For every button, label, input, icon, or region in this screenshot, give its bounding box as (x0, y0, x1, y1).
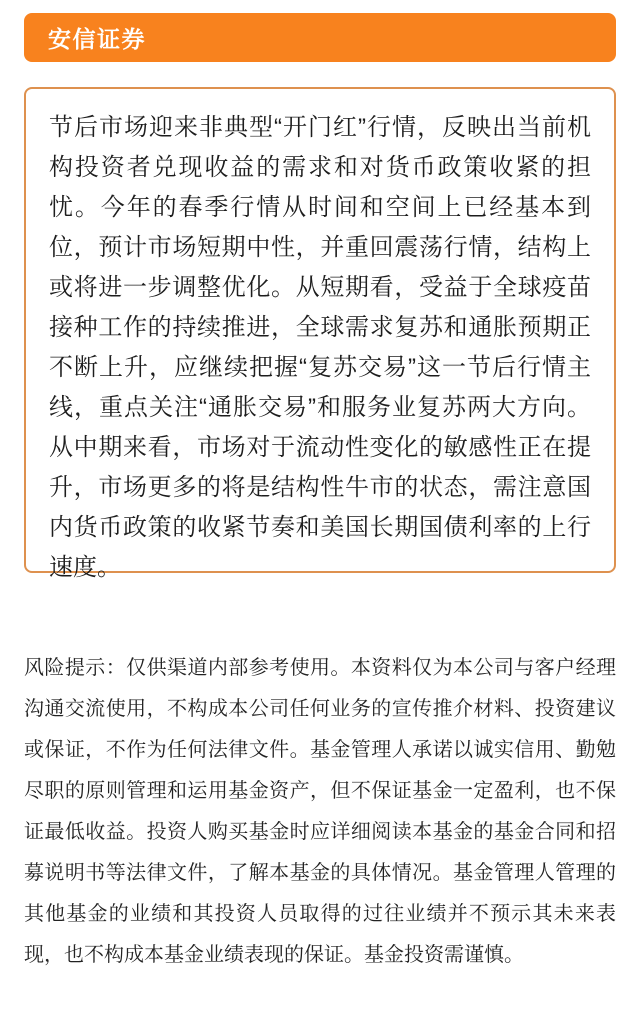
brand-header (24, 13, 616, 62)
market-summary-box (24, 87, 616, 581)
risk-disclaimer (24, 648, 616, 976)
market-summary-text: 节后市场迎来非典型“开门红”行情，反映出当前机构投资者兑现收益的需求和对货币政策收紧的担忧。今年的春季行情从时间和空间上已经基本到位，预计市场短期中性，并重回震荡行情，结构上或将进一步调整优化。从短期看，受益于全球疫苗接种工作的持续推进，全球需求复苏和通胀预期正不断上升，应继续把握“复苏交易”这一节后行情主线，重点关注“通胀交易”和服务业复苏两大方向。从中期来看，市场对于流动性变化的敏感性正在提升，市场更多的将是结构性牛市的状态，需注意国内货币政策的收紧节奏和美国长期国债利率的上行速度。 (49, 114, 591, 581)
risk-disclaimer-text: 风险提示：仅供渠道内部参考使用。本资料仅为本公司与客户经理沟通交流使用，不构成本公司任何业务的宣传推介材料、投资建议或保证，不作为任何法律文件。基金管理人承诺以诚实信用、勤勉尽职的原则管理和运用基金资产，但不保证基金一定盈利，也不保证最低收益。投资人购买基金时应详细阅读本基金的基金合同和招募说明书等法律文件，了解本基金的具体情况。基金管理人管理的其他基金的业绩和其投资人员取得的过往业绩并不预示其未来表现，也不构成本基金业绩表现的保证。基金投资需谨慎。 (24, 657, 616, 966)
brand-title: 安信证券 (48, 26, 146, 52)
